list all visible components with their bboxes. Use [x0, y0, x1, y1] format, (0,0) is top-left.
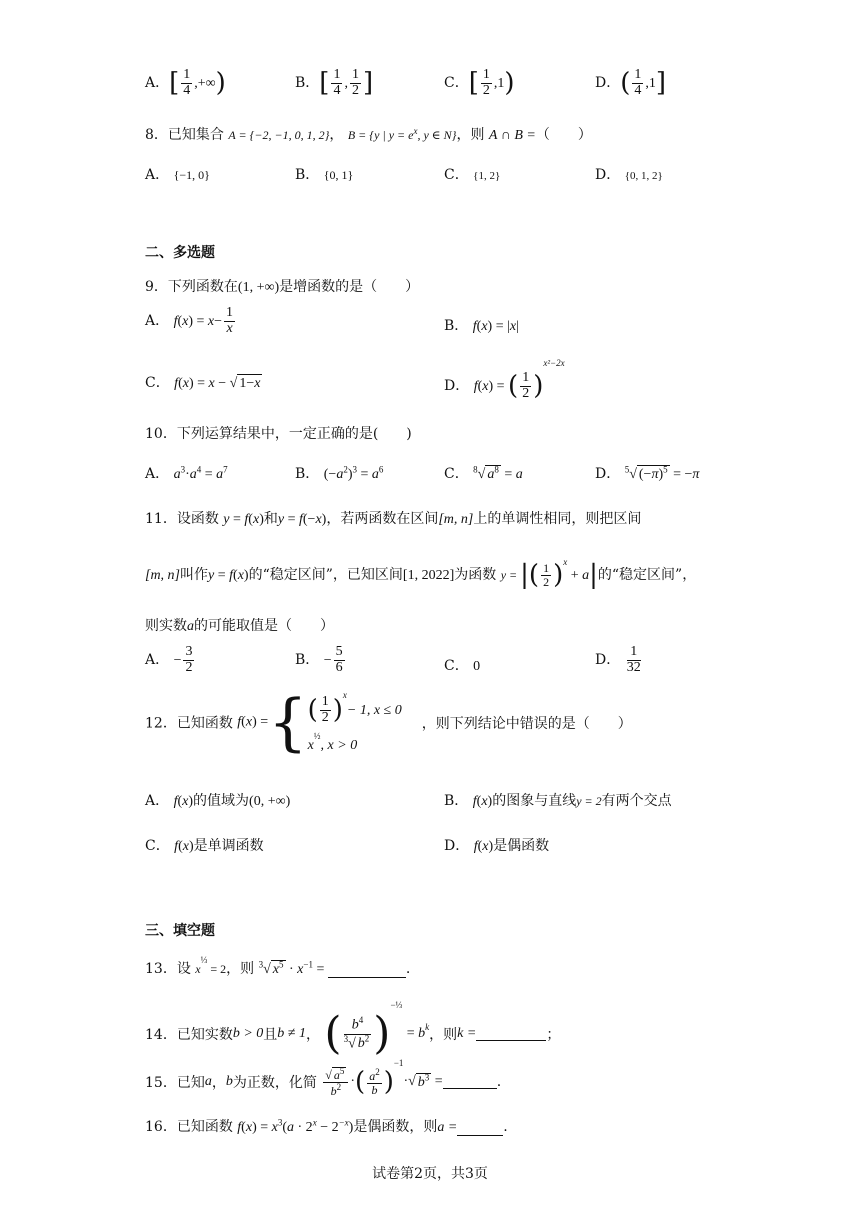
q8-option-c: C． {1, 2} — [444, 167, 501, 183]
q12-option-a: A． f(x)的值域为(0, +∞) — [145, 793, 291, 809]
q9-option-d: D． f(x) = ( $\frac{1}{2}$ )$^{x^2-2x}$ — [444, 358, 565, 401]
page-footer: 试卷第2页，共3页 — [372, 1166, 488, 1182]
q7-option-c: C．[ $\frac{1}{2}$ ,1) — [444, 67, 515, 99]
q11-option-b: B． − $\frac{5}{6}$ — [295, 644, 343, 675]
q8-option-b: B． {0, 1} — [295, 167, 354, 183]
option-label: D． — [595, 75, 621, 92]
q9-option-b: B． f(x) = |x| — [444, 318, 519, 334]
q13: 13．设 $x^{\frac{1}{3}} = 2$，则 $^3$√ $x^5 \cdot x^{-1}$ = . — [145, 955, 411, 977]
q10-option-d: D． $^5$√ $(-\pi)^5 = -\pi$ — [595, 464, 700, 482]
q9-option-a: A． f(x) = x− $\frac{1}{x}$ — [145, 305, 234, 336]
q11-option-a: A． − $\frac{3}{2}$ — [145, 644, 193, 675]
q10-option-a: A． $a^3\cdot a^4 = a^7$ — [145, 464, 228, 482]
q16: 16．已知函数 $f(x) = x^3(a \cdot 2^x - 2^{-x})$是偶函数，则a = . — [145, 1117, 508, 1135]
q11-option-c: C． 0 — [444, 658, 481, 674]
q11-line1: 11．设函数 y = f(x)和y = f(−x)，若两函数在区间[m, n]上的单调性相同，则把区间 — [145, 511, 642, 527]
q12-stem: 12．已知函数 f(x) ={ ( $\frac{1}{2}$ )$^x$− 1, x ≤ 0 $x^{\frac{1}{2}}$, x > 0 ，则下列结论中错误的是（ ） — [145, 685, 632, 759]
q11-option-d: D． $\frac{1}{32}$ — [595, 644, 641, 675]
q10-option-c: C． $^8$√ $a^8 = a$ — [444, 464, 523, 482]
option-label: C． — [444, 75, 469, 92]
section-title-fill-in: 三、填空题 — [145, 923, 215, 939]
q16-answer-blank[interactable] — [457, 1123, 503, 1136]
q9-option-c: C． f(x) = x − √ 1−x — [145, 375, 261, 391]
q7-option-d: D．( $\frac{1}{4}$ ,1] — [595, 67, 667, 99]
q15-answer-blank[interactable] — [443, 1076, 497, 1089]
q14: 14．已知实数b > 0且b ≠ 1， ( $\frac{b^4}{^3√ b^2}$ )$^{-\frac{1}{3}} = b^k$，则k = ； — [145, 1000, 561, 1059]
q12-option-c: C． f(x)是单调函数 — [145, 838, 264, 854]
q15: 15．已知a，b为正数，化简 $\frac{√ a^5}{b^2}$ ·( $\frac{a^2}{b}$ )$^{-1}$·√ $b^3$ = . — [145, 1058, 502, 1098]
section-title-multiple-choice: 二、多选题 — [145, 245, 215, 261]
q9-stem: 9．下列函数在(1, +∞)是增函数的是（ ） — [145, 279, 420, 295]
q11-line3: 则实数a的可能取值是（ ） — [145, 618, 334, 634]
q11-line2: [m, n]叫作y = f(x)的“稳定区间”，已知区间[1, 2022]为函数 y = |( $\frac{1}{2}$ )$^x$ + a|的“稳定区间”， — [145, 557, 697, 590]
q12-option-b: B． f(x)的图象与直线y = 2有两个交点 — [444, 793, 672, 809]
q10-stem: 10．下列运算结果中，一定正确的是( ) — [145, 426, 412, 442]
q14-answer-blank[interactable] — [476, 1028, 546, 1041]
q7-option-a: A．[ $\frac{1}{4}$ ,+∞) — [145, 67, 226, 99]
q8-stem: 8．已知集合 A = {−2, −1, 0, 1, 2}， B = {y | $y = e^x$, y ∈ N}，则 A ∩ B =（ ） — [145, 126, 592, 143]
q8-option-a: A． {−1, 0} — [145, 167, 210, 183]
q8-option-d: D． {0, 1, 2} — [595, 167, 663, 183]
option-label: A． — [145, 75, 170, 92]
q7-option-b: B．[ $\frac{1}{4}$ , $\frac{1}{2}$ ] — [295, 67, 374, 99]
q10-option-b: B． $(-a^2)^3 = a^6$ — [295, 464, 384, 482]
q13-answer-blank[interactable] — [328, 965, 406, 978]
q12-option-d: D． f(x)是偶函数 — [444, 838, 550, 854]
option-label: B． — [295, 75, 320, 92]
